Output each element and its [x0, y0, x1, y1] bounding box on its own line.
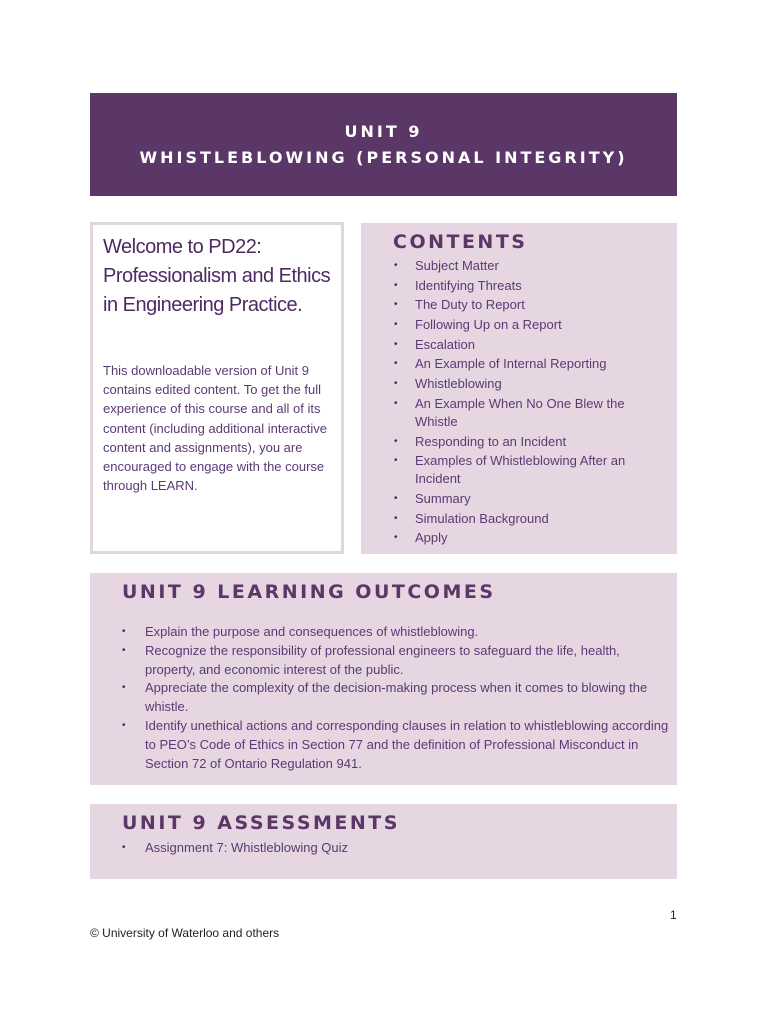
- assessment-item: • Assignment 7: Whistleblowing Quiz: [122, 840, 349, 855]
- bullet-icon: •: [394, 455, 398, 467]
- contents-item: • An Example When No One Blew the Whistle: [394, 395, 625, 429]
- bullet-icon: •: [394, 299, 398, 311]
- assessments-heading: UNIT 9 ASSESSMENTS: [122, 812, 400, 834]
- copyright-footer: © University of Waterloo and others: [90, 926, 280, 940]
- contents-item: • Summary: [394, 490, 471, 506]
- unit-number: UNIT 9: [344, 122, 423, 141]
- bullet-icon: •: [122, 719, 126, 731]
- bullet-icon: •: [394, 435, 398, 447]
- bullet-icon: •: [122, 626, 126, 637]
- learning-outcomes-list: [122, 623, 670, 773]
- bullet-icon: •: [122, 644, 126, 656]
- bullet-icon: •: [394, 492, 398, 504]
- contents-item: • Subject Matter: [394, 258, 499, 273]
- learning-outcomes-heading: UNIT 9 LEARNING OUTCOMES: [122, 581, 496, 603]
- contents-item: • An Example of Internal Reporting: [394, 356, 607, 372]
- contents-box: [361, 223, 677, 554]
- welcome-box: [90, 222, 344, 554]
- bullet-icon: •: [394, 319, 398, 331]
- contents-item: • Apply: [394, 530, 448, 546]
- unit-title: WHISTLEBLOWING (PERSONAL INTEGRITY): [139, 148, 628, 167]
- bullet-icon: •: [394, 338, 398, 350]
- bullet-icon: •: [394, 397, 398, 409]
- bullet-icon: •: [394, 378, 398, 390]
- welcome-text: This downloadable version of Unit 9 contains edited content. To get the full experience of this course and all of its content (including additional interactive content and assignments), you are encouraged to engage with the course through LEARN.: [103, 363, 328, 494]
- contents-list: [394, 257, 665, 549]
- assessments-box: [90, 804, 677, 879]
- bullet-icon: •: [122, 682, 126, 694]
- bullet-icon: •: [394, 279, 398, 291]
- outcome-item: • Appreciate the complexity of the decision-making process when it comes to blowing the whistle.: [122, 680, 648, 715]
- contents-item: • The Duty to Report: [394, 297, 525, 313]
- contents-item: • Following Up on a Report: [394, 317, 562, 333]
- contents-item: • Identifying Threats: [394, 277, 522, 293]
- outcome-item: • Recognize the responsibility of professional engineers to safeguard the life, health, property, and economic interest of the public.: [122, 642, 620, 677]
- page-number: 1: [670, 908, 677, 922]
- learning-outcomes-box: [90, 573, 677, 785]
- welcome-heading: Welcome to PD22: Professionalism and Ethics in Engineering Practice.: [103, 236, 331, 316]
- contents-heading: CONTENTS: [393, 231, 528, 253]
- bullet-icon: •: [394, 532, 398, 544]
- unit-title-banner: [90, 93, 677, 196]
- contents-item: • Simulation Background: [394, 510, 549, 526]
- contents-item: • Examples of Whistleblowing After an Incident: [394, 453, 626, 487]
- contents-item: • Whistleblowing: [394, 376, 502, 392]
- contents-item: • Escalation: [394, 336, 475, 352]
- bullet-icon: •: [394, 260, 398, 271]
- bullet-icon: •: [394, 512, 398, 524]
- contents-item: • Responding to an Incident: [394, 433, 567, 449]
- outcome-item: • Explain the purpose and consequences of whistleblowing.: [145, 623, 670, 642]
- bullet-icon: •: [394, 358, 398, 370]
- outcome-item: • Identify unethical actions and corresponding clauses in relation to whistleblowing according to PEO’s Code of Ethics in Section 77 and the definition of Professional Misconduct in Section 72 of Ontario Regulation 941.: [122, 717, 669, 771]
- assessments-list: [122, 839, 645, 857]
- bullet-icon: •: [122, 842, 126, 853]
